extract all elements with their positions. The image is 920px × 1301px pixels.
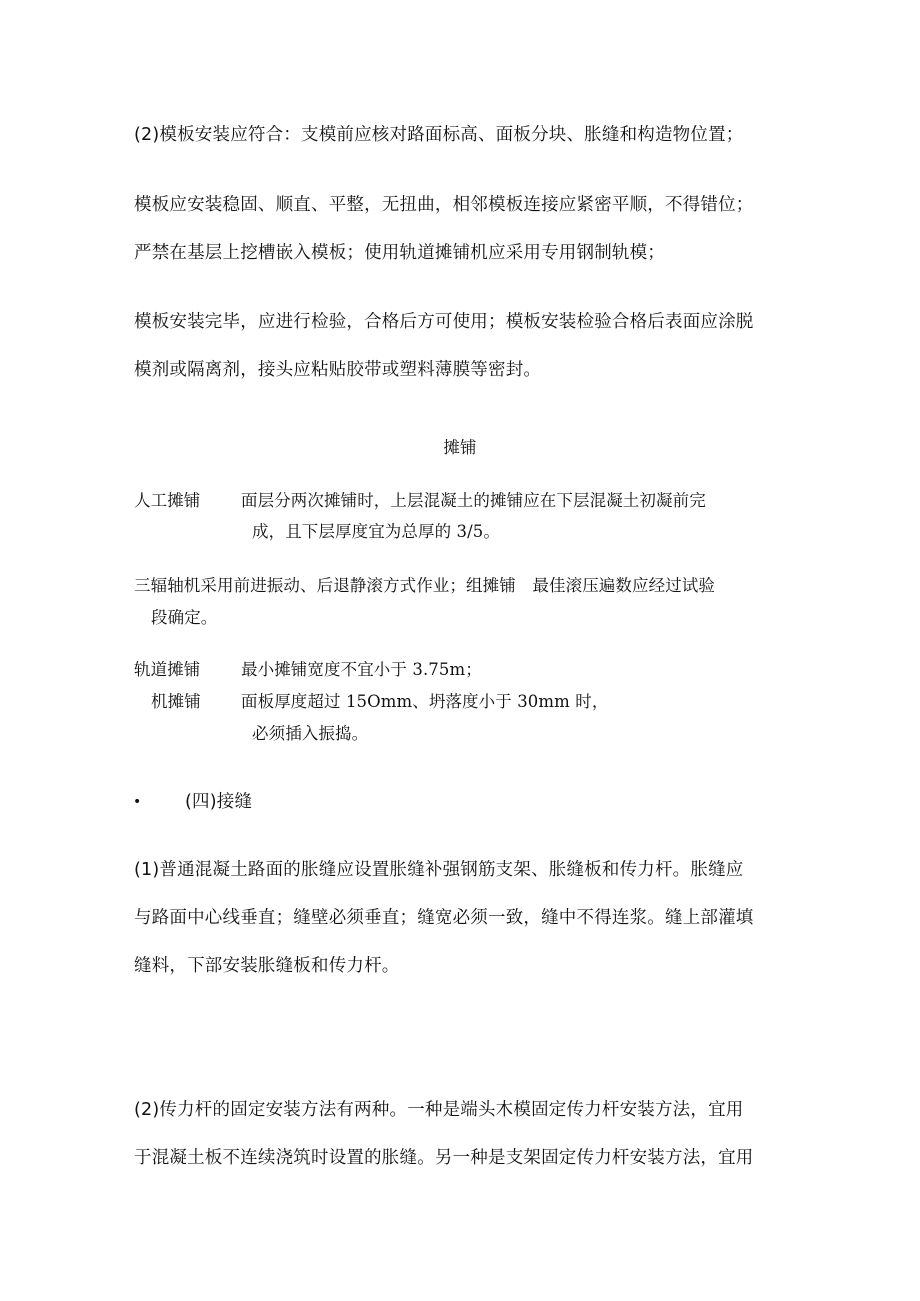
joints-bullet: •: [133, 794, 142, 810]
machine-paving-text-1: 面板厚度超过 15Omm、坍落度小于 30mm 时，: [241, 692, 609, 711]
manual-paving-text-1: 面层分两次摊铺时，上层混凝土的摊铺应在下层混凝土初凝前完: [241, 491, 706, 510]
dowel-bar-line-1: (2)传力杆的固定安装方法有两种。一种是端头木模固定传力杆安装方法，宜用: [134, 1100, 744, 1120]
paving-heading: 摊铺: [443, 438, 477, 457]
joints-heading: (四)接缝: [185, 792, 253, 812]
manual-paving-text-2: 成，且下层厚度宜为总厚的 3/5。: [252, 522, 500, 541]
dowel-bar-line-2: 于混凝土板不连续浇筑时设置的胀缝。另一种是支架固定传力杆安装方法，宜用: [134, 1148, 754, 1168]
manual-paving-label: 人工摊铺: [134, 491, 201, 510]
expansion-joint-line-3: 缝料，下部安装胀缝板和传力杆。: [134, 956, 400, 976]
rail-paving-text: 最小摊铺宽度不宜小于 3.75m；: [241, 660, 482, 679]
formwork-line-2: 模板应安装稳固、顺直、平整，无扭曲，相邻模板连接应紧密平顺，不得错位；: [134, 195, 754, 215]
roller-line-1: 三辐轴机采用前进振动、后退静滚方式作业；组摊铺 最佳滚压遍数应经过试验: [134, 576, 715, 595]
roller-line-2: 段确定。: [151, 608, 218, 627]
expansion-joint-line-1: (1)普通混凝土路面的胀缝应设置胀缝补强钢筋支架、胀缝板和传力杆。胀缝应: [134, 860, 744, 880]
formwork-line-4: 模板安装完毕，应进行检验，合格后方可使用；模板安装检验合格后表面应涂脱: [134, 312, 754, 332]
formwork-line-3: 严禁在基层上挖槽嵌入模板；使用轨道摊铺机应采用专用钢制轨模；: [134, 243, 665, 263]
machine-paving-label: 机摊铺: [151, 692, 201, 711]
formwork-line-5: 模剂或隔离剂，接头应粘贴胶带或塑料薄膜等密封。: [134, 360, 542, 380]
formwork-line-1: (2)模板安装应符合：支模前应核对路面标高、面板分块、胀缝和构造物位置；: [134, 125, 744, 145]
expansion-joint-line-2: 与路面中心线垂直；缝壁必须垂直；缝宽必须一致，缝中不得连浆。缝上部灌填: [134, 908, 754, 928]
rail-paving-label: 轨道摊铺: [134, 660, 201, 679]
machine-paving-text-2: 必须插入振捣。: [252, 724, 369, 743]
